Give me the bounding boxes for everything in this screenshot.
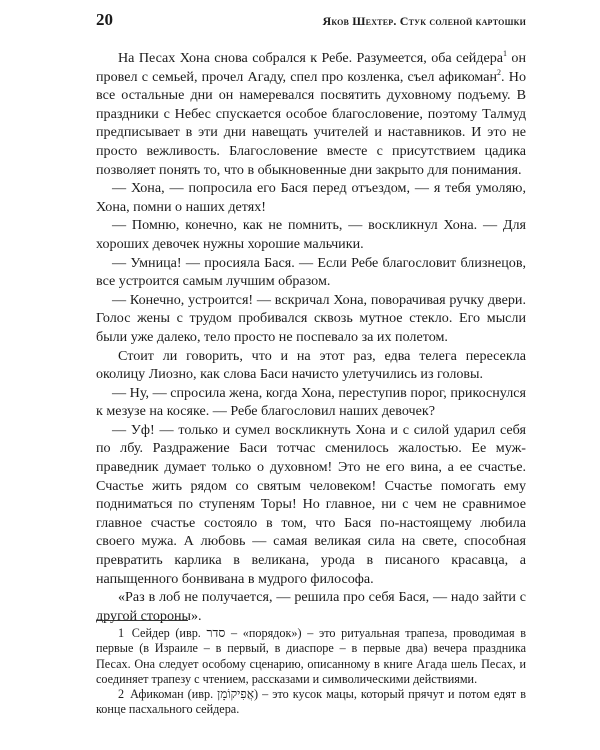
footnote-number: 2 <box>118 687 125 702</box>
footnote-number: 1 <box>118 626 125 640</box>
footnote <box>96 626 526 687</box>
paragraph: — Ну, — спросила жена, когда Хона, переступив порог, прикоснулся к мезузе на косяке. — Ребе благословил наших девочек? <box>96 384 526 420</box>
footnote-text: Сейдер (ивр. סדר – «порядок») – это ритуальная трапеза, проводимая в первые (в Израиле – в первый, в диаспоре – в первые два) вечера праздника Песах. Она следует особому сценарию, описанному в книге Агада шель Песах, и соединяет трапезу с чтением, рассказами и символическими действиями. <box>96 626 527 686</box>
paragraph: Стоит ли говорить, что и на этот раз, едва телега пересекла околицу Лиозно, как слова Баси начисто улетучились из головы. <box>96 347 526 383</box>
paragraph: На Песах Хона снова собрался к Ребе. Разумеется, оба сейдера$^1$ он провел с семьей, прочел Агаду, спел про козленка, съел афикоман$^2$. Но все остальные дни он намеревался посвятить духовному подъему. В праздники с Небес спускается особое благословение, поэтому Талмуд предписывает в эти дни навещать учителей и наставников. И это не просто вежливость. Благословение вместе с присутствием цадика позволяет понять то, что в обыкновенные дни закрыто для понимания. <box>96 49 526 178</box>
footnote-divider <box>96 620 188 621</box>
running-head <box>322 14 526 29</box>
paragraph: — Уф! — только и сумел воскликнуть Хона и с силой ударил себя по лбу. Раздражение Баси тотчас сменилось жалостью. Ее муж-праведник думает только о духовном! Это не его вина, а ее счастье. Счастье жить рядом со святым человеком! Счастье помогать ему подниматься по ступеням Торы! Но главное, ни с чем не сравнимое главное счастье состояло в том, что Бася по-настоящему любила своего мужа. А любовь — самая великая сила на свете, способная превратить карлика в великана, урода в писаного красавца, а напыщенного бонвивана в мудрого философа. <box>96 421 526 587</box>
footnotes <box>96 626 526 718</box>
page-number: 20 <box>96 10 113 29</box>
footnote <box>96 687 526 718</box>
footnote-ref[interactable]: 2 <box>497 67 502 77</box>
paragraph: — Умница! — просияла Бася. — Если Ребе благословит близнецов, все устроится самым лучшим образом. <box>96 254 526 290</box>
main-text <box>96 49 526 625</box>
paragraph: — Хона, — попросила его Бася перед отъездом, — я тебя умоляю, Хона, помни о наших детях! <box>96 180 526 215</box>
running-header <box>96 10 526 36</box>
paragraph: — Конечно, устроится! — вскричал Хона, поворачивая ручку двери. Голос жены с трудом пробивался сквозь мутное стекло. Его мысли были уже далеко, тело просто не поспевало за их полетом. <box>96 291 526 345</box>
book-title: Стук соленой картошки <box>399 14 526 28</box>
paragraph: — Помню, конечно, как не помнить, — воскликнул Хона. — Для хороших девочек нужны хорошие мальчики. <box>96 217 526 252</box>
paragraph: «Раз в лоб не получается, — решила про себя Бася, — надо зайти с другой стороны». <box>96 589 526 624</box>
footnote-ref[interactable]: 1 <box>503 49 508 58</box>
author-name: Яков Шехтер. <box>322 14 397 28</box>
footnote-text: Афикоман (ивр. אֲפִיקוֹמָן) – это кусок мацы, который прячут и потом едят в конце пасхального сейдера. <box>96 687 526 717</box>
